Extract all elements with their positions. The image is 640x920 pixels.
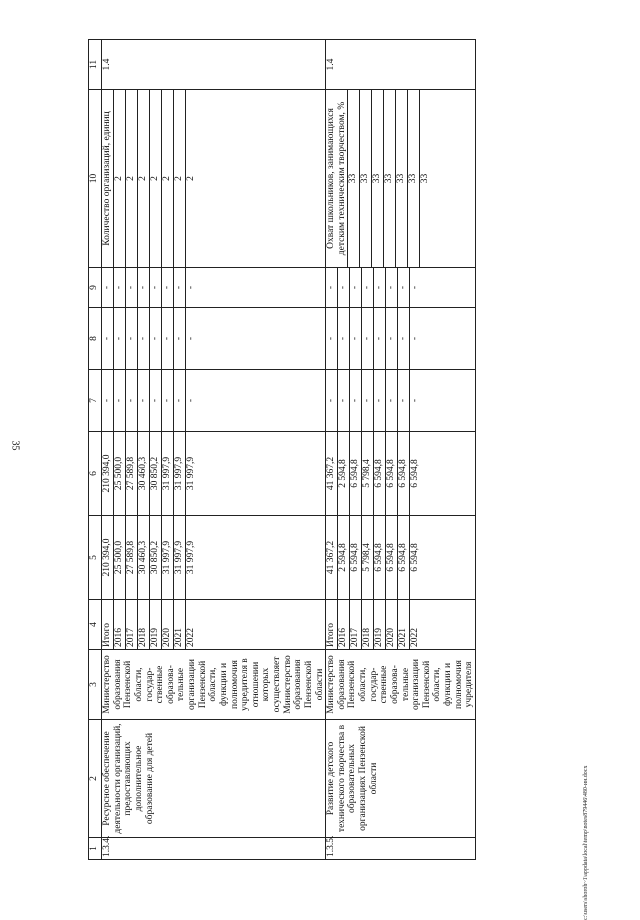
- year-column-cell: [102, 600, 326, 650]
- year-value: -: [410, 398, 421, 403]
- indicator-value: 33: [360, 90, 372, 267]
- year-value: -: [174, 308, 186, 369]
- year-column-cell: [326, 370, 476, 432]
- indicator-table: [102, 90, 197, 267]
- indicator-year-line: [360, 90, 372, 267]
- year-line: [338, 600, 350, 649]
- year-value: -: [162, 370, 174, 431]
- year-line: [374, 370, 386, 431]
- total-value: -: [102, 308, 114, 369]
- year-line: [174, 268, 186, 307]
- year-line: [410, 516, 422, 599]
- year-column-cell: [326, 432, 476, 516]
- year-value: 2020: [162, 600, 174, 649]
- year-line: [338, 370, 350, 431]
- header-cell: 3: [89, 650, 102, 720]
- year-line: [186, 308, 198, 369]
- year-line: [138, 516, 150, 599]
- year-line: [138, 600, 150, 649]
- year-column-table: [326, 308, 421, 369]
- indicator-value: 33: [384, 90, 396, 267]
- total-value: Итого: [102, 600, 114, 649]
- header-cell: 7: [89, 370, 102, 432]
- year-value: -: [126, 370, 138, 431]
- year-line: [350, 600, 362, 649]
- year-value: 2018: [138, 600, 150, 649]
- year-line: [386, 370, 398, 431]
- indicator-cell: [102, 90, 326, 268]
- year-value: 31 997,9: [174, 516, 186, 599]
- year-line: [398, 370, 410, 431]
- total-value: -: [326, 308, 338, 369]
- year-value: -: [350, 308, 362, 369]
- year-value: -: [186, 336, 196, 341]
- year-line: [162, 432, 174, 515]
- year-value: -: [114, 308, 126, 369]
- year-line: [162, 308, 174, 369]
- total-line: [326, 268, 338, 307]
- year-line: [186, 600, 198, 649]
- indicator-year-line: [372, 90, 384, 267]
- header-cell: 2: [89, 720, 102, 838]
- year-column-table: [326, 432, 421, 515]
- year-value: -: [362, 268, 374, 307]
- header-cell: 8: [89, 308, 102, 370]
- year-value: -: [126, 308, 138, 369]
- year-value: -: [374, 370, 386, 431]
- indicator-table: [326, 90, 431, 267]
- activity-number: 1.3.5.: [326, 838, 476, 860]
- total-line: [326, 370, 338, 431]
- total-line: [102, 600, 114, 649]
- year-line: [410, 308, 422, 369]
- year-line: [150, 600, 162, 649]
- year-value: 2017: [126, 600, 138, 649]
- year-column-cell: [326, 308, 476, 370]
- total-value: -: [326, 370, 338, 431]
- year-value: -: [150, 268, 162, 307]
- year-value: 2017: [350, 600, 362, 649]
- indicator-label: Количество организаций, единиц: [102, 90, 114, 267]
- year-line: [350, 268, 362, 307]
- year-value: 2021: [398, 600, 410, 649]
- year-line: [350, 308, 362, 369]
- year-value: -: [150, 370, 162, 431]
- year-value: -: [398, 308, 410, 369]
- year-line: [374, 432, 386, 515]
- year-value: 2022: [186, 628, 196, 647]
- indicator-year-line: [408, 90, 420, 267]
- header-cell: 6: [89, 432, 102, 516]
- year-line: [186, 268, 198, 307]
- goal-reference: 1.4: [326, 40, 476, 90]
- year-value: 30 460,3: [138, 516, 150, 599]
- year-value: 2019: [150, 600, 162, 649]
- year-value: -: [114, 370, 126, 431]
- year-column-table: [102, 516, 197, 599]
- year-value: -: [186, 285, 196, 290]
- year-value: 2016: [338, 600, 350, 649]
- year-line: [398, 268, 410, 307]
- total-line: [326, 308, 338, 369]
- year-value: 6 594,8: [350, 516, 362, 599]
- year-value: 2022: [410, 628, 421, 647]
- rotated-table-container: [88, 40, 598, 860]
- year-value: -: [150, 308, 162, 369]
- indicator-year-line: [174, 90, 186, 267]
- year-column-table: [102, 268, 197, 307]
- indicator-year-line: [384, 90, 396, 267]
- year-column-table: [102, 370, 197, 431]
- indicator-value: 2: [150, 90, 162, 267]
- indicator-value: 2: [186, 176, 196, 181]
- year-value: 25 500,0: [114, 516, 126, 599]
- year-line: [362, 516, 374, 599]
- year-line: [350, 432, 362, 515]
- goal-reference: 1.4: [102, 40, 326, 90]
- year-line: [150, 516, 162, 599]
- year-value: 5 798,4: [362, 432, 374, 515]
- year-value: 25 500,0: [114, 432, 126, 515]
- year-line: [186, 370, 198, 431]
- year-value: 6 594,8: [410, 543, 421, 572]
- year-value: -: [386, 370, 398, 431]
- total-line: [326, 432, 338, 515]
- total-value: 41 367,2: [326, 432, 338, 515]
- indicator-year-line: [126, 90, 138, 267]
- year-line: [114, 432, 126, 515]
- year-line: [174, 370, 186, 431]
- footer-file-path: c:\users\shoroh~1\appdata\local\temp\notes879446\480-ин.docx: [583, 765, 589, 920]
- year-line: [362, 370, 374, 431]
- year-value: -: [386, 308, 398, 369]
- year-line: [374, 600, 386, 649]
- year-line: [162, 600, 174, 649]
- indicator-value: 2: [114, 90, 126, 267]
- year-line: [126, 308, 138, 369]
- year-column-table: [102, 432, 197, 515]
- indicator-value: 33: [372, 90, 384, 267]
- year-line: [114, 516, 126, 599]
- total-line: [102, 268, 114, 307]
- year-value: 6 594,8: [398, 432, 410, 515]
- indicator-value: 33: [396, 90, 408, 267]
- total-line: [326, 516, 338, 599]
- year-line: [350, 370, 362, 431]
- year-line: [374, 516, 386, 599]
- indicator-label-line: [102, 90, 114, 267]
- year-column-cell: [102, 516, 326, 600]
- year-value: -: [138, 370, 150, 431]
- year-line: [410, 268, 422, 307]
- year-line: [126, 600, 138, 649]
- year-value: 6 594,8: [386, 432, 398, 515]
- indicator-cell: [326, 90, 476, 268]
- year-line: [398, 516, 410, 599]
- total-value: -: [102, 268, 114, 307]
- activity-row: [102, 40, 326, 860]
- year-line: [150, 308, 162, 369]
- year-value: -: [114, 268, 126, 307]
- year-value: 5 798,4: [362, 516, 374, 599]
- indicator-value: 33: [420, 173, 431, 184]
- year-line: [126, 370, 138, 431]
- year-column-cell: [102, 432, 326, 516]
- year-value: -: [338, 308, 350, 369]
- indicator-year-line: [138, 90, 150, 267]
- indicator-value: 33: [408, 90, 420, 267]
- year-line: [350, 516, 362, 599]
- year-column-cell: [326, 600, 476, 650]
- indicator-value: 2: [162, 90, 174, 267]
- indicator-value: 2: [138, 90, 150, 267]
- year-line: [138, 370, 150, 431]
- total-line: [102, 370, 114, 431]
- total-value: Итого: [326, 600, 338, 649]
- year-line: [410, 370, 422, 431]
- year-value: 30 850,2: [150, 432, 162, 515]
- year-value: -: [162, 268, 174, 307]
- year-value: 27 589,8: [126, 432, 138, 515]
- year-column-table: [326, 370, 421, 431]
- year-line: [162, 370, 174, 431]
- year-value: -: [362, 308, 374, 369]
- indicator-year-line: [186, 90, 198, 267]
- year-line: [362, 268, 374, 307]
- year-column-table: [326, 268, 421, 307]
- year-value: -: [138, 268, 150, 307]
- year-column-cell: [102, 370, 326, 432]
- year-line: [398, 432, 410, 515]
- total-line: [102, 516, 114, 599]
- year-line: [138, 268, 150, 307]
- year-value: 6 594,8: [398, 516, 410, 599]
- year-value: -: [362, 370, 374, 431]
- year-line: [162, 268, 174, 307]
- year-value: -: [338, 268, 350, 307]
- year-value: 31 997,9: [186, 456, 196, 491]
- year-value: 2 594,8: [338, 432, 350, 515]
- header-cell: 5: [89, 516, 102, 600]
- year-line: [362, 308, 374, 369]
- year-line: [126, 268, 138, 307]
- year-line: [150, 268, 162, 307]
- year-line: [374, 268, 386, 307]
- year-line: [338, 516, 350, 599]
- indicator-value: 33: [348, 90, 360, 267]
- header-cell: 1: [89, 838, 102, 860]
- year-column-table: [102, 308, 197, 369]
- year-line: [386, 600, 398, 649]
- year-value: -: [138, 308, 150, 369]
- year-line: [398, 600, 410, 649]
- year-value: -: [398, 370, 410, 431]
- year-line: [186, 432, 198, 515]
- year-line: [362, 432, 374, 515]
- year-line: [410, 600, 422, 649]
- year-value: -: [374, 308, 386, 369]
- year-value: -: [174, 370, 186, 431]
- year-value: 31 997,9: [174, 432, 186, 515]
- year-value: 2019: [374, 600, 386, 649]
- year-line: [126, 516, 138, 599]
- year-line: [374, 308, 386, 369]
- activity-name: Ресурсное обеспечение деятельности организаций, предоставляющих дополнительное образование для детей: [102, 720, 326, 838]
- year-value: 2020: [386, 600, 398, 649]
- year-line: [410, 432, 422, 515]
- total-value: -: [102, 370, 114, 431]
- header-cell: 11: [89, 40, 102, 90]
- year-line: [138, 308, 150, 369]
- indicator-year-line: [396, 90, 408, 267]
- year-line: [186, 516, 198, 599]
- year-line: [362, 600, 374, 649]
- indicator-year-line: [420, 90, 432, 267]
- year-value: 31 997,9: [186, 540, 196, 575]
- year-column-cell: [326, 516, 476, 600]
- total-line: [102, 432, 114, 515]
- year-line: [338, 268, 350, 307]
- year-line: [114, 308, 126, 369]
- year-line: [162, 516, 174, 599]
- year-line: [174, 432, 186, 515]
- year-line: [386, 268, 398, 307]
- year-value: -: [386, 268, 398, 307]
- indicator-year-line: [162, 90, 174, 267]
- indicator-year-line: [114, 90, 126, 267]
- year-line: [338, 432, 350, 515]
- year-line: [126, 432, 138, 515]
- year-value: -: [410, 285, 421, 290]
- year-value: -: [410, 336, 421, 341]
- total-line: [326, 600, 338, 649]
- year-value: 31 997,9: [162, 432, 174, 515]
- year-value: -: [398, 268, 410, 307]
- year-line: [386, 308, 398, 369]
- year-value: 2016: [114, 600, 126, 649]
- year-line: [386, 516, 398, 599]
- header-cell: 9: [89, 268, 102, 308]
- activity-number: 1.3.4.: [102, 838, 326, 860]
- year-value: -: [350, 268, 362, 307]
- year-line: [150, 370, 162, 431]
- year-value: 2 594,8: [338, 516, 350, 599]
- indicator-year-line: [150, 90, 162, 267]
- header-cell: 4: [89, 600, 102, 650]
- year-value: -: [186, 398, 196, 403]
- total-value: -: [326, 268, 338, 307]
- year-line: [114, 370, 126, 431]
- year-line: [338, 308, 350, 369]
- executor: Министерство образования Пензенской области, государ-ственные образова-тельные организации Пензенской области, функции и полномочия учредителя в отношении которых осуществляет Министерство образования Пензенской области: [102, 650, 326, 720]
- year-value: -: [174, 268, 186, 307]
- year-value: 6 594,8: [410, 459, 421, 488]
- indicator-year-line: [348, 90, 360, 267]
- year-value: 2018: [362, 600, 374, 649]
- year-value: 30 460,3: [138, 432, 150, 515]
- header-cell: 10: [89, 90, 102, 268]
- indicator-value: 2: [126, 90, 138, 267]
- year-line: [174, 308, 186, 369]
- year-value: 6 594,8: [374, 516, 386, 599]
- year-value: -: [162, 308, 174, 369]
- indicator-value: 2: [174, 90, 186, 267]
- year-value: 31 997,9: [162, 516, 174, 599]
- year-value: 2021: [174, 600, 186, 649]
- year-line: [386, 432, 398, 515]
- program-table: [88, 39, 476, 860]
- year-line: [398, 308, 410, 369]
- header-row: [89, 40, 102, 860]
- year-column-table: [326, 600, 421, 649]
- year-column-cell: [102, 268, 326, 308]
- year-value: -: [350, 370, 362, 431]
- total-value: 41 367,2: [326, 516, 338, 599]
- page-number: 35: [9, 440, 21, 451]
- total-value: 210 394,0: [102, 516, 114, 599]
- year-value: 27 589,8: [126, 516, 138, 599]
- year-value: -: [338, 370, 350, 431]
- year-line: [150, 432, 162, 515]
- indicator-label: Охват школьников, занимающихся детским техническим творчеством, %: [326, 90, 348, 267]
- year-line: [114, 268, 126, 307]
- year-value: 30 850,2: [150, 516, 162, 599]
- year-value: 6 594,8: [386, 516, 398, 599]
- year-column-table: [326, 516, 421, 599]
- year-column-table: [102, 600, 197, 649]
- year-column-cell: [102, 308, 326, 370]
- year-value: 6 594,8: [374, 432, 386, 515]
- year-value: -: [126, 268, 138, 307]
- year-line: [138, 432, 150, 515]
- activity-name: Развитие детского технического творчества в образовательных организациях Пензенской области: [326, 720, 476, 838]
- total-value: 210 394,0: [102, 432, 114, 515]
- total-line: [102, 308, 114, 369]
- indicator-label-line: [326, 90, 348, 267]
- executor: Министерство образования Пензенской области, государ-ственные образова-тельные организации Пензенской области, функции и полномочия учредителя: [326, 650, 476, 720]
- year-line: [174, 600, 186, 649]
- year-line: [114, 600, 126, 649]
- year-line: [174, 516, 186, 599]
- year-column-cell: [326, 268, 476, 308]
- year-value: -: [374, 268, 386, 307]
- year-value: 6 594,8: [350, 432, 362, 515]
- activity-row: [326, 40, 476, 860]
